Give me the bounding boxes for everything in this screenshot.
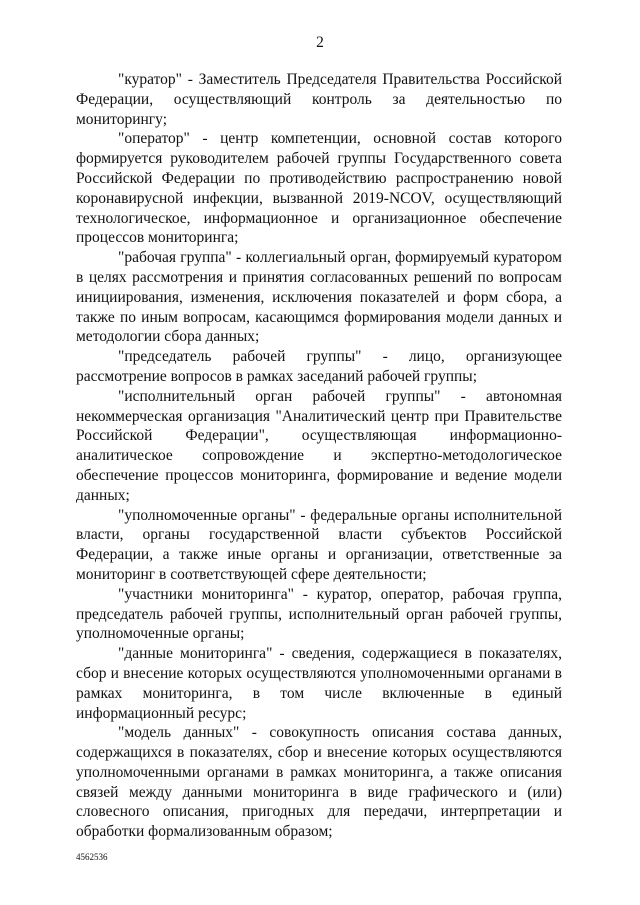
definition-working-group: "рабочая группа" - коллегиальный орган, формируемый куратором в целях рассмотрения и принятия согласованных решений по вопросам инициирования, изменения, исключения показателей и форм сбора, а также по иным вопросам, касающимся формирования модели данных и методологии сбора данных; (76, 249, 562, 346)
definition-executive-body: "исполнительный орган рабочей группы" - автономная некоммерческая организация "Аналитический центр при Правительстве Российской Федерации", осуществляющая информационно-аналитическое сопровождение и экспертно-методологическое обеспечение процессов мониторинга, формирование и ведение модели данных; (76, 387, 562, 504)
document-body (76, 70, 562, 842)
definition-monitoring-data: "данные мониторинга" - сведения, содержащиеся в показателях, сбор и внесение которых осуществляются уполномоченными органами в рамках мониторинга, в том числе включенные в единый информационный ресурс; (76, 645, 562, 722)
definition-authorized-bodies: "уполномоченные органы" - федеральные органы исполнительной власти, органы государственной власти субъектов Российской Федерации, а также иные органы и организации, ответственные за мониторинг в соответствующей сфере деятельности; (76, 506, 562, 583)
definition-operator: "оператор" - центр компетенции, основной состав которого формируется руководителем рабочей группы Государственного совета Российской Федерации по противодействию распространению новой коронавирусной инфекции, вызванной 2019-NCOV, осуществляющий технологическое, информационное и организационное обеспечение процессов мониторинга; (76, 130, 562, 247)
definition-monitoring-participants: "участники мониторинга" - куратор, оператор, рабочая группа, председатель рабочей группы, исполнительный орган рабочей группы, уполномоченные органы; (76, 585, 562, 643)
page-number: 2 (316, 34, 324, 51)
document-code: 4562536 (76, 852, 108, 862)
definition-data-model: "модель данных" - совокупность описания состава данных, содержащихся в показателях, сбор и внесение которых осуществляются уполномоченными органами в рамках мониторинга, а также описания связей между данными мониторинга в виде графического и (или) словесного описания, пригодных для передачи, интерпретации и обработки формализованным образом; (76, 724, 562, 841)
definition-working-group-chair: "председатель рабочей группы" - лицо, организующее рассмотрение вопросов в рамках заседаний рабочей группы; (76, 348, 562, 385)
definition-curator: "куратор" - Заместитель Председателя Правительства Российской Федерации, осуществляющий контроль за деятельностью по мониторингу; (76, 71, 562, 128)
